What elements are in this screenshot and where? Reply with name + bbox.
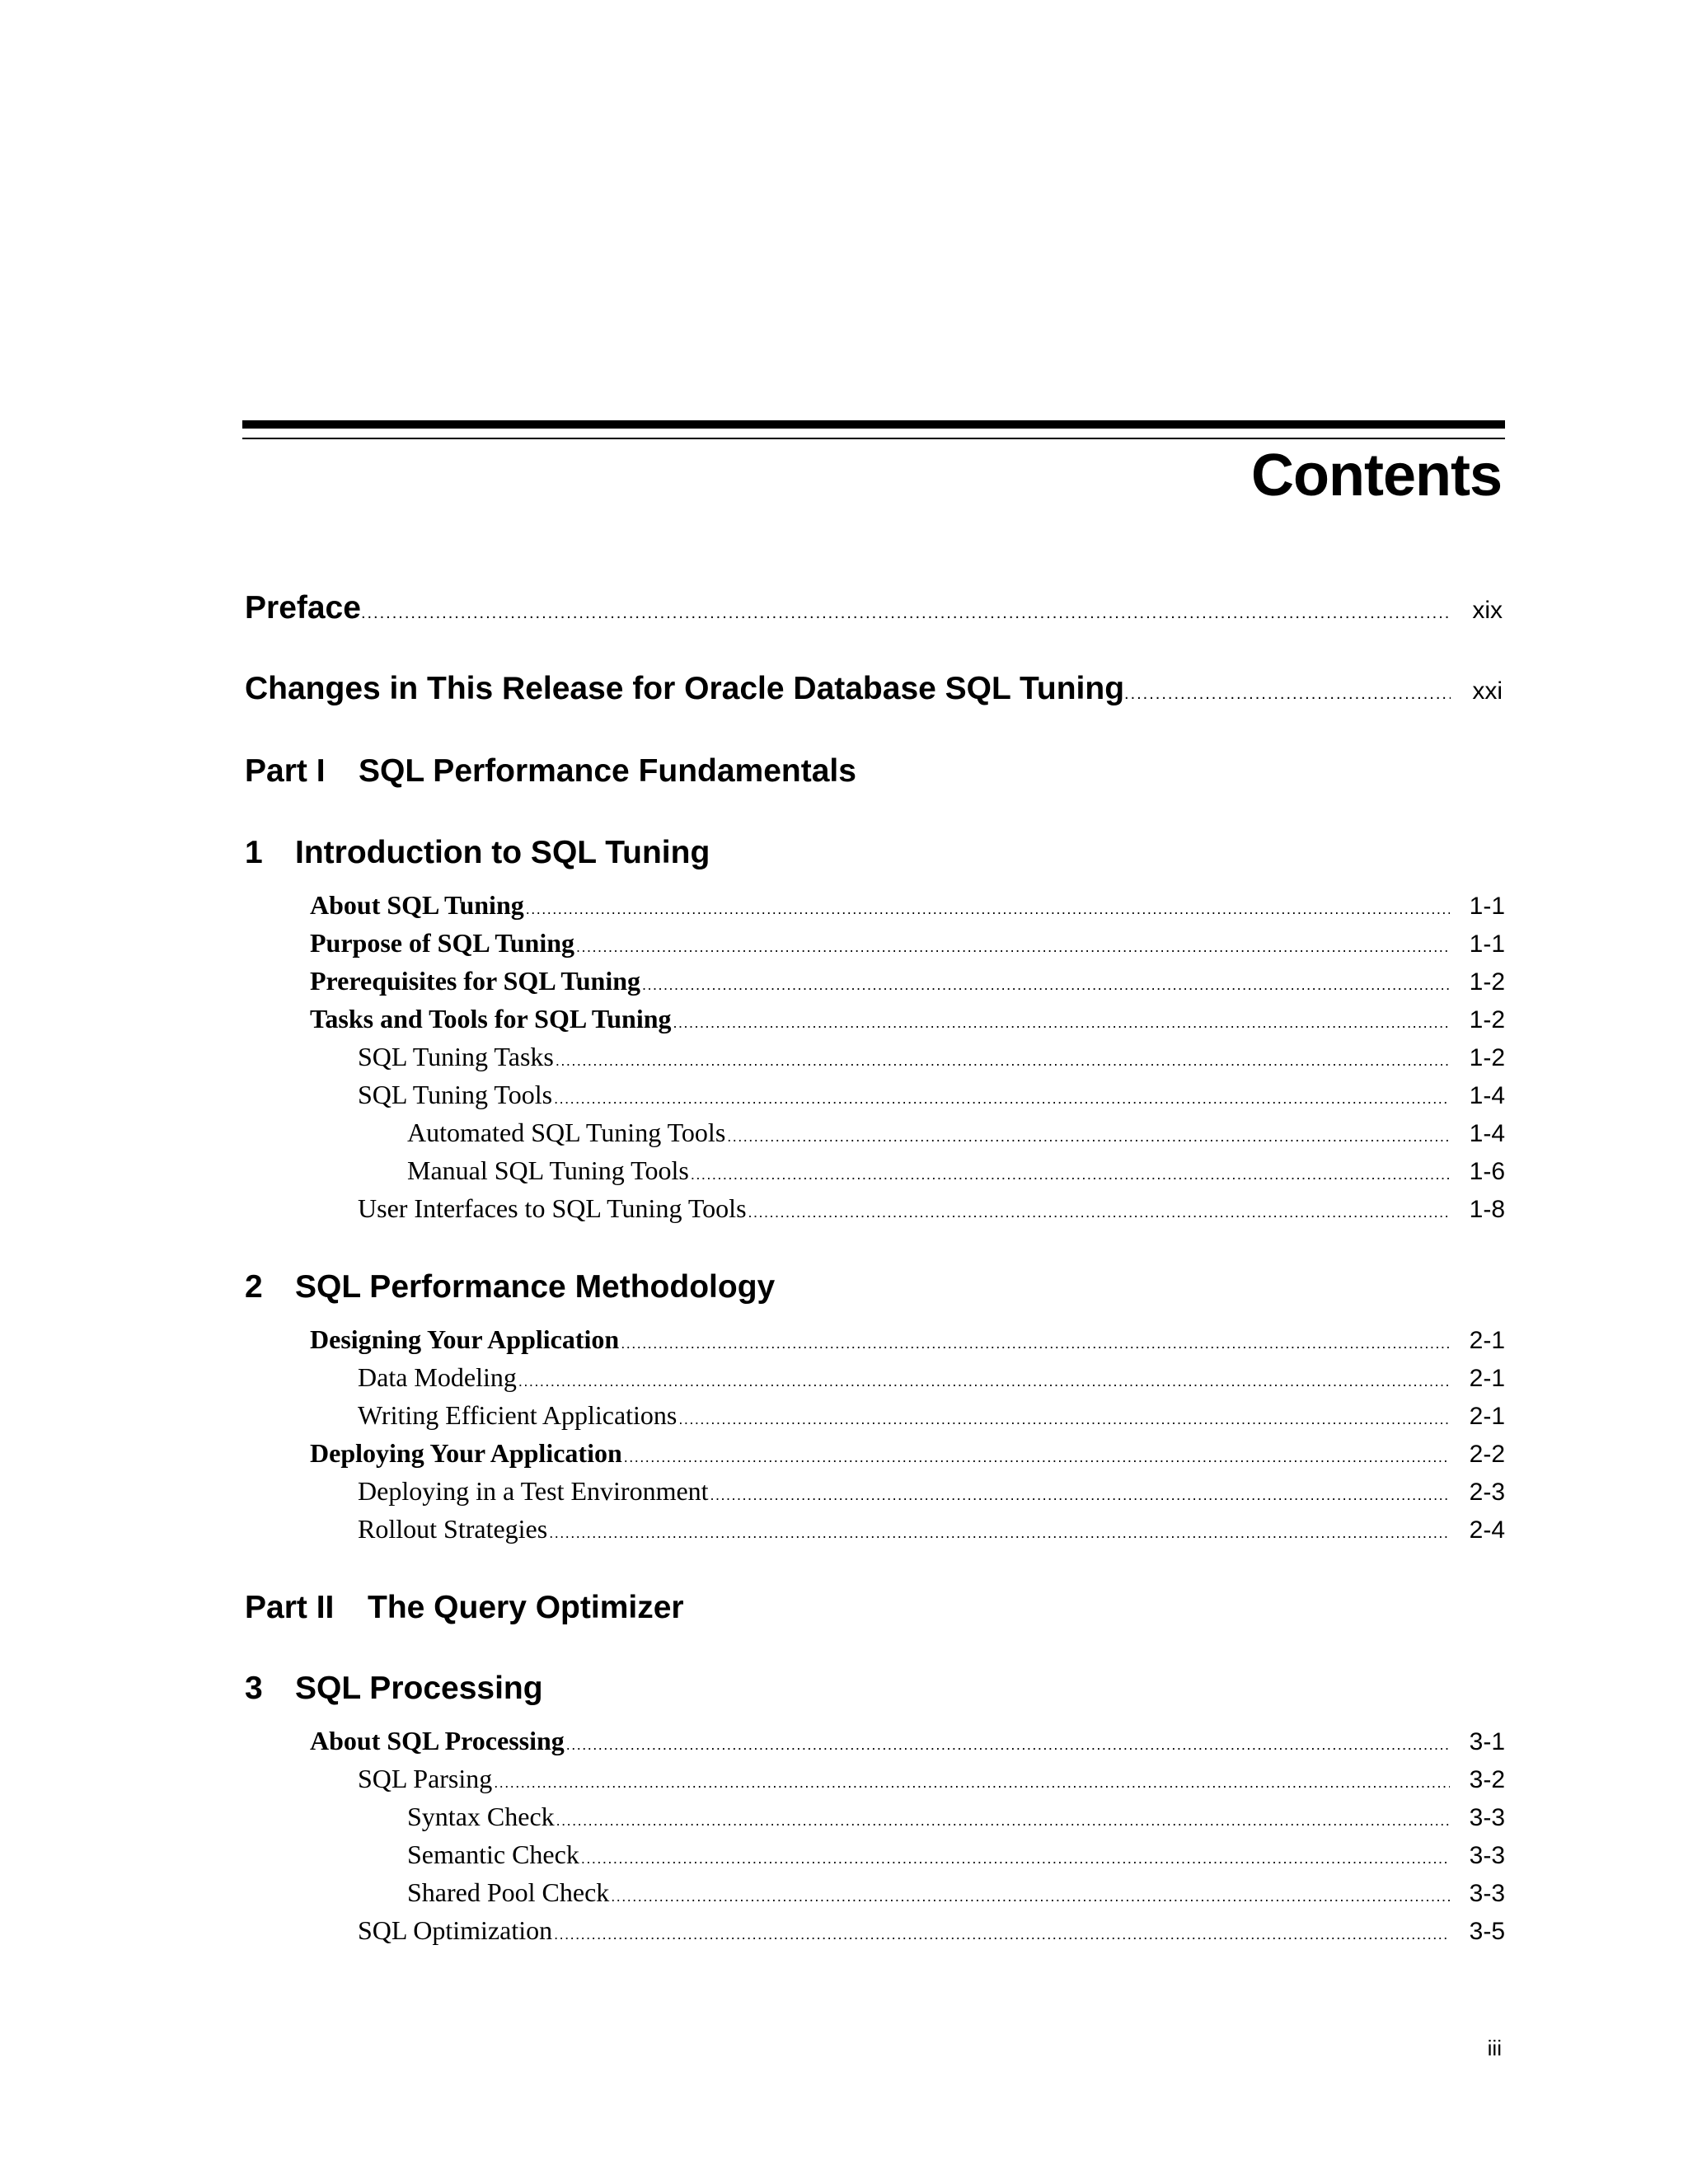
toc-section[interactable] [0,890,1505,925]
toc-section[interactable] [0,966,1505,1001]
toc-subsubsection[interactable] [0,1802,1505,1836]
toc-section-page: 1-4 [1469,1120,1505,1147]
toc-section-title: Rollout Strategies [358,1514,548,1544]
part-number: Part I [245,753,326,789]
part-title: The Query Optimizer [368,1590,684,1625]
toc-section-title: Tasks and Tools for SQL Tuning [310,1004,672,1033]
toc-section-page: 1-1 [1469,893,1505,920]
toc-section-page: 3-3 [1469,1880,1505,1907]
part-title: SQL Performance Fundamentals [359,753,856,789]
toc-section[interactable] [0,1324,1505,1359]
toc-section-title: Purpose of SQL Tuning [310,928,575,958]
toc-section-title: User Interfaces to SQL Tuning Tools [358,1193,747,1223]
toc-section-page: 3-5 [1469,1918,1505,1945]
toc-section-title: Writing Efficient Applications [358,1400,678,1430]
toc-subsection[interactable] [0,1080,1505,1114]
toc-subsection[interactable] [0,1193,1505,1228]
dot-leader [621,1335,1449,1352]
toc-section-title: SQL Tuning Tools [358,1080,553,1109]
toc-subsection[interactable] [0,1476,1505,1511]
toc-section-page: 3-1 [1469,1728,1505,1755]
part-heading-2[interactable] [245,1590,684,1626]
toc-subsection[interactable] [0,1042,1505,1076]
dot-leader [526,901,1450,918]
toc-section-page: 1-2 [1469,1006,1505,1033]
dot-leader [642,977,1450,994]
page-title: Contents [1251,443,1502,509]
toc-section-title: Deploying Your Application [310,1438,622,1468]
toc-section-page: 1-6 [1469,1158,1505,1185]
dot-leader [554,1926,1450,1943]
dot-leader [673,1015,1450,1032]
toc-subsubsection[interactable] [0,1118,1505,1152]
toc-section-title: Semantic Check [407,1840,579,1869]
toc-subsection[interactable] [0,1400,1505,1435]
toc-section-title: About SQL Tuning [310,890,524,920]
toc-entry-title: Changes in This Release for Oracle Database SQL Tuning [245,671,1125,706]
toc-section[interactable] [0,1726,1505,1760]
dot-leader [576,939,1450,956]
toc-subsection[interactable] [0,1514,1505,1549]
chapter-number: 3 [245,1671,263,1706]
toc-subsubsection[interactable] [0,1155,1505,1190]
toc-subsubsection[interactable] [0,1840,1505,1874]
toc-section-title: Manual SQL Tuning Tools [407,1155,689,1185]
chapter-title: Introduction to SQL Tuning [295,835,710,870]
chapter-title: SQL Performance Methodology [295,1269,776,1305]
toc-subsection[interactable] [0,1764,1505,1798]
toc-section-page: 2-2 [1469,1441,1505,1468]
dot-leader [581,1850,1450,1868]
dot-leader [494,1774,1449,1792]
dot-leader [518,1373,1450,1390]
toc-section-page: 1-4 [1469,1082,1505,1109]
toc-subsection[interactable] [0,1915,1505,1950]
toc-section-title: Data Modeling [358,1362,517,1392]
dot-leader [556,1052,1450,1070]
toc-section-page: 2-4 [1469,1516,1505,1544]
toc-section-title: Shared Pool Check [407,1877,610,1907]
toc-entry-title: Preface [245,590,361,626]
toc-section-title: Automated SQL Tuning Tools [407,1118,726,1147]
toc-section-page: 1-2 [1469,1044,1505,1071]
dot-leader [566,1736,1450,1754]
chapter-heading-3[interactable] [245,1671,543,1707]
dot-leader [611,1888,1449,1905]
toc-section-title: Syntax Check [407,1802,555,1831]
chapter-number: 1 [245,835,263,870]
dot-leader [549,1525,1449,1542]
toc-section-page: 2-3 [1469,1479,1505,1506]
toc-section-page: 1-8 [1469,1196,1505,1223]
toc-section-page: 3-3 [1469,1842,1505,1869]
toc-section-title: Designing Your Application [310,1324,620,1354]
chapter-heading-1[interactable] [245,835,710,871]
dot-leader [727,1128,1449,1146]
toc-section-page: 2-1 [1469,1365,1505,1392]
toc-section-title: SQL Tuning Tasks [358,1042,554,1071]
toc-section-title: About SQL Processing [310,1726,565,1755]
toc-entry-changes[interactable] [245,671,1503,712]
toc-section-page: 3-3 [1469,1804,1505,1831]
page-number: iii [1487,2036,1502,2060]
dot-leader [556,1812,1450,1830]
part-heading-1[interactable] [245,753,856,790]
toc-subsection[interactable] [0,1362,1505,1397]
toc-section-page: 2-1 [1469,1403,1505,1430]
toc-section-page: 1-1 [1469,930,1505,958]
chapter-heading-2[interactable] [245,1269,775,1305]
title-rule-thick [242,420,1505,429]
toc-entry-preface[interactable] [245,590,1503,631]
toc-section-page: 2-1 [1469,1327,1505,1354]
dot-leader [361,604,1451,623]
chapter-number: 2 [245,1269,263,1305]
dot-leader [1124,685,1451,704]
toc-section-page: 3-2 [1469,1766,1505,1793]
toc-section[interactable] [0,1438,1505,1473]
toc-entry-page: xix [1472,597,1503,624]
toc-section-title: SQL Parsing [358,1764,493,1793]
toc-section[interactable] [0,1004,1505,1038]
dot-leader [554,1090,1450,1108]
toc-section[interactable] [0,928,1505,963]
toc-section-title: Deploying in a Test Environment [358,1476,709,1506]
toc-section-title: Prerequisites for SQL Tuning [310,966,640,996]
dot-leader [691,1166,1450,1183]
dot-leader [624,1449,1450,1466]
toc-section-page: 1-2 [1469,968,1505,996]
part-number: Part II [245,1590,335,1625]
dot-leader [710,1487,1450,1504]
toc-section-title: SQL Optimization [358,1915,553,1945]
toc-subsubsection[interactable] [0,1877,1505,1912]
dot-leader [748,1204,1450,1221]
dot-leader [678,1411,1449,1428]
toc-entry-page: xxi [1472,677,1503,705]
chapter-title: SQL Processing [295,1671,543,1706]
